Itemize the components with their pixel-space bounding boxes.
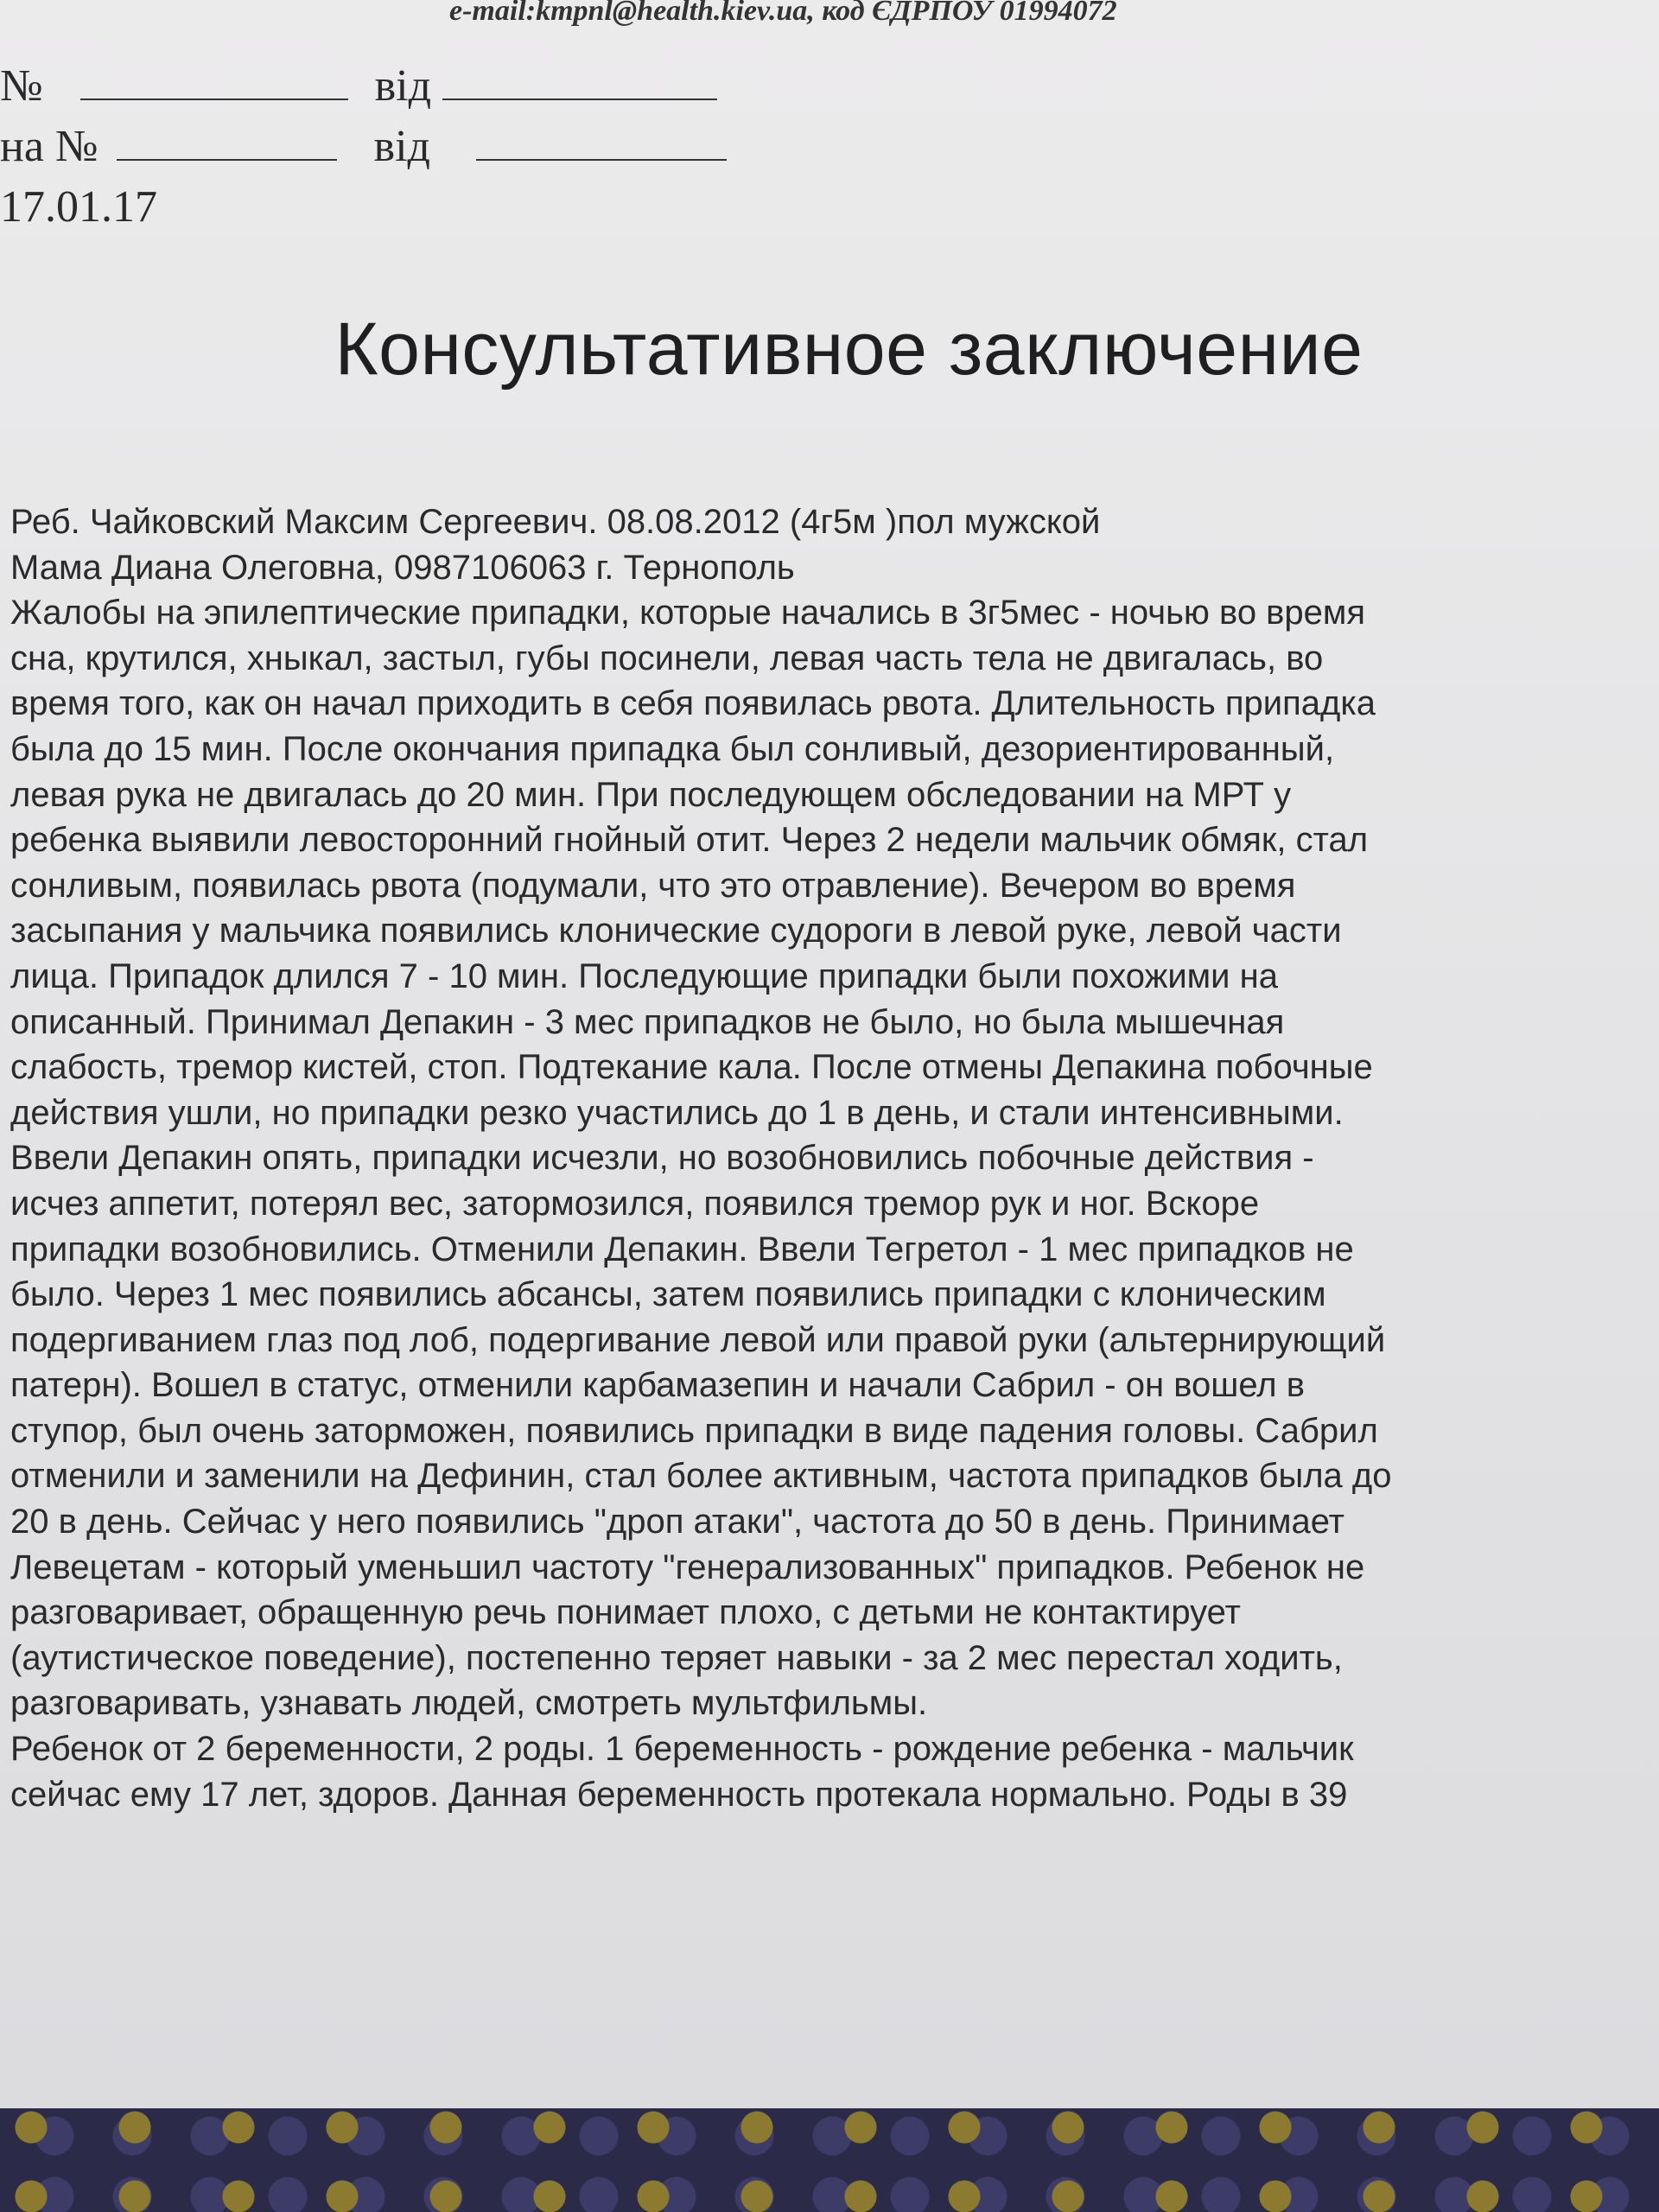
ref-reply-blank xyxy=(117,124,337,161)
ref-row-number xyxy=(0,60,727,121)
body-line: слабость, тремор кистей, стоп. Подтекание кала. После отмены Депакина побочные xyxy=(10,1048,1373,1087)
ref-number-blank xyxy=(80,64,348,100)
ref-number-label: № xyxy=(0,61,43,111)
body-line: была до 15 мин. После окончания припадка был сонливый, дезориентированный, xyxy=(10,729,1335,768)
body-line: Жалобы на эпилептические припадки, которые начались в 3г5мес - ночью во время xyxy=(10,594,1366,632)
carpet-background xyxy=(0,2100,1659,2212)
body-line: сна, крутился, хныкал, застыл, губы посинели, левая часть тела не двигалась, во xyxy=(10,639,1324,677)
body-line: описанный. Принимал Депакин - 3 мес припадков не было, но была мышечная xyxy=(10,1002,1285,1041)
document-title: Консультативное заключение xyxy=(334,308,1363,391)
ref-reply-from-blank xyxy=(476,124,727,161)
body-line: 20 в день. Сейчас у него появились "дроп атаки", частота до 50 в день. Принимает xyxy=(10,1503,1344,1541)
ref-row-reply xyxy=(0,121,727,181)
body-line: Левецетам - который уменьшил частоту "генерализованных" припадков. Ребенок не xyxy=(10,1548,1365,1586)
body-line: подергиванием глаз под лоб, подергивание левой или правой руки (альтернирующий xyxy=(10,1320,1386,1359)
body-line: отменили и заменили на Дефинин, стал более активным, частота припадков была до xyxy=(10,1457,1392,1496)
body-line: разговаривать, узнавать людей, смотреть мультфильмы. xyxy=(10,1684,928,1723)
ref-from-blank xyxy=(442,64,717,100)
body-line: Мама Диана Олеговна, 0987106063 г. Тернополь xyxy=(10,548,795,587)
body-line: Ребенок от 2 беременности, 2 роды. 1 беременность - рождение ребенка - мальчик xyxy=(10,1730,1354,1769)
ref-date: 17.01.17 xyxy=(0,182,157,232)
body-line: было. Через 1 мес появились абсансы, затем появились припадки с клоническим xyxy=(10,1275,1326,1314)
body-line: Реб. Чайковский Максим Сергеевич. 08.08.2012 (4г5м )пол мужской xyxy=(10,503,1101,541)
body-line: разговаривает, обращенную речь понимает плохо, с детьми не контактирует xyxy=(10,1593,1241,1632)
body-line: припадки возобновились. Отменили Депакин. Ввели Тегретол - 1 мес припадков не xyxy=(10,1230,1354,1268)
ref-reply-from-label: від xyxy=(373,122,430,171)
document-body xyxy=(10,499,1652,1817)
body-line: Ввели Депакин опять, припадки исчезли, но возобновились побочные действия - xyxy=(10,1139,1314,1178)
body-line: ступор, был очень заторможен, появились припадки в виде падения головы. Сабрил xyxy=(10,1411,1378,1450)
body-line: засыпания у мальчика появились клонические судороги в левой руке, левой части xyxy=(10,912,1342,950)
ref-reply-label: на № xyxy=(0,122,99,171)
body-line: исчез аппетит, потерял вес, затормозился, появился тремор рук и ног. Вскоре xyxy=(10,1184,1260,1223)
body-line: левая рука не двигалась до 20 мин. При последующем обследовании на МРТ у xyxy=(10,775,1292,814)
body-line: действия ушли, но припадки резко участились до 1 в день, и стали интенсивными. xyxy=(10,1093,1344,1132)
body-line: время того, как он начал приходить в себя появилась рвота. Длительность припадка xyxy=(10,684,1376,723)
ref-from-label: від xyxy=(374,61,432,111)
document-title-wrap xyxy=(0,307,1659,392)
body-line: патерн). Вошел в статус, отменили карбамазепин и начали Сабрил - он вошел в xyxy=(10,1366,1305,1405)
body-line: сонливым, появилась рвота (подумали, что это отравление). Вечером во время xyxy=(10,866,1296,905)
body-line: сейчас ему 17 лет, здоров. Данная беременность протекала нормально. Роды в 39 xyxy=(10,1775,1348,1814)
reference-block xyxy=(0,60,727,242)
body-line: ребенка выявили левосторонний гнойный отит. Через 2 недели мальчик обмяк, стал xyxy=(10,821,1369,860)
contact-line: e-mail:kmpnl@health.kiev.ua, код ЄДРПОУ 01994072 xyxy=(449,0,1117,27)
body-line: (аутистическое поведение), постепенно теряет навыки - за 2 мес перестал ходить, xyxy=(10,1638,1343,1677)
body-line: лица. Припадок длился 7 - 10 мин. Последующие припадки были похожими на xyxy=(10,957,1278,995)
